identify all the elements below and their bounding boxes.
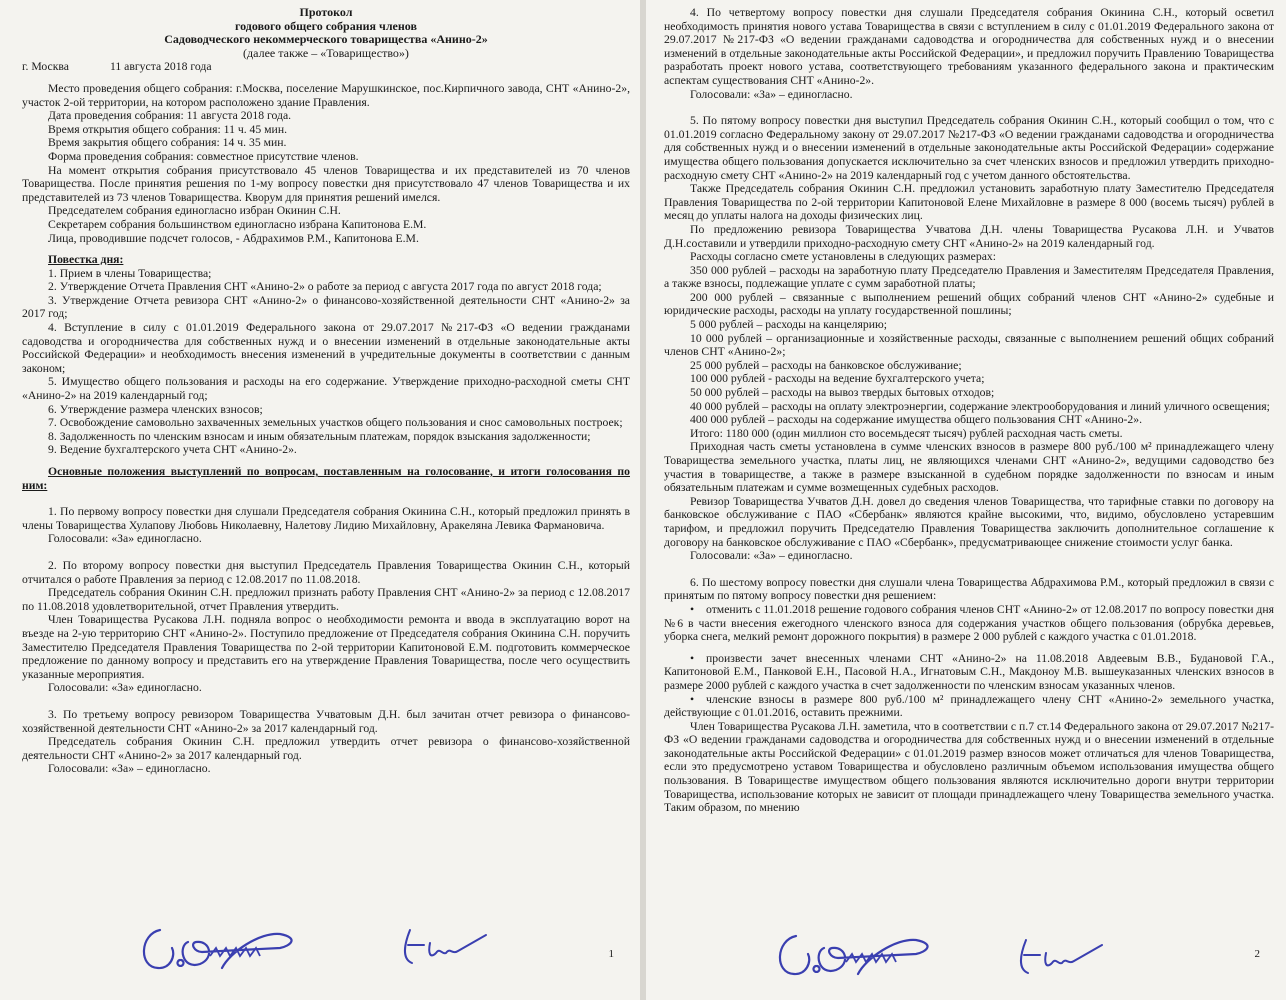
main-section-heading: Основные положения выступлений по вопросам, поставленным на голосование, и итоги голосования по ним: xyxy=(22,465,630,492)
expense-item: 100 000 рублей - расходы на ведение бухгалтерского учета; xyxy=(690,372,985,386)
agenda-heading: Повестка дня: xyxy=(48,253,124,267)
organization-alias: (далее также – «Товарищество») xyxy=(243,45,409,60)
protocol-subtitle: годового общего собрания членов xyxy=(235,18,417,33)
intro-paragraph: Дата проведения собрания: 11 августа 2018 года. xyxy=(48,109,292,123)
expense-item: 200 000 рублей – связанные с выполнением решений общих собраний членов СНТ «Анино-2» судебные и юридические расходы, расходы на уплату государственной пошлины; xyxy=(664,290,1274,318)
expense-total: Итого: 1180 000 (один миллион сто восемьдесят тысяч) рублей расходная часть сметы. xyxy=(690,426,1123,440)
intro-paragraph: Форма проведения собрания: совместное присутствие членов. xyxy=(48,149,359,163)
intro-paragraph: Лица, проводившие подсчет голосов, - Абдрахимов Р.М., Капитонова Е.М. xyxy=(48,231,419,245)
organization-name: Садоводческого некоммерческого товарищества «Анино-2» xyxy=(164,32,488,47)
page-number: 2 xyxy=(1254,948,1260,960)
meeting-date: 11 августа 2018 года xyxy=(110,60,212,74)
agenda-item: 2. Утверждение Отчета Правления СНТ «Анино-2» о работе за период с августа 2017 года по август 2018 года; xyxy=(48,280,602,294)
agenda-item: 5. Имущество общего пользования и расходы на его содержание. Утверждение приходно-расходной сметы СНТ «Анино-2» на 2019 календарный год; xyxy=(22,375,630,403)
question-5-paragraph: По предложению ревизора Товарищества Учватова Д.Н. члены Товарищества Русакова Л.Н. и Учватов Д.Н.составили и утвердили приходно-расходную смету СНТ «Анино-2» на 2019 календарный год. xyxy=(664,222,1274,250)
agenda-item: 1. Прием в члены Товарищества; xyxy=(48,266,212,280)
question-4-paragraph: 4. По четвертому вопросу повестки дня слушали Председателя собрания Окинина С.Н., который осветил необходимость принятия нового устава Товарищества в связи с вступлением в силу с 01.01.2019 Федерального закона от 29.07.2017 №217-ФЗ «О ведении гражданами садоводства и огородничества для собственных нужд и о внесении изменений в отдельные законодательные акты Российской Федерации», и предложил поручить Правлению Товарищества разработать проект нового устава, соответствующего требованиям указанного федерального закона и практическим аспектам существования СНТ «Анино-2». xyxy=(664,6,1274,87)
agenda-item: 9. Ведение бухгалтерского учета СНТ «Анино-2». xyxy=(48,443,297,457)
question-5-paragraph: 5. По пятому вопросу повестки дня выступил Председатель собрания Окинин С.Н., который сообщил о том, что с 01.01.2019 согласно Федеральному закону от 29.07.2017 №217-ФЗ «О ведении гражданами садоводства и огородничества для собственных нужд и о внесении изменений в отдельные законодательные акты Российской Федерации» содержание имущества общего пользования допускается исключительно за счет членских взносов и предложил утвердить приходно-расходную смету СНТ «Анино-2» на 2019 календарный год с учетом данного обстоятельства. xyxy=(664,114,1274,182)
agenda-item: 4. Вступление в силу с 01.01.2019 Федерального закона от 29.07.2017 №217-ФЗ «О ведении гражданами садоводства и огородничества для собственных нужд и о внесении изменений в отдельные законодательные акты Российской Федерации» и необходимость внесения изменений в учредительные документы в соответствии с данным законом; xyxy=(22,321,630,375)
expense-item: 5 000 рублей – расходы на канцелярию; xyxy=(690,318,887,332)
intro-paragraph: На момент открытия собрания присутствовало 45 членов Товарищества и их представителей из 70 членов Товарищества. После принятия решения по 1-му вопросу повестки дня присутствовало 47 членов Товарищества и их представителей из 73 членов Товарищества. Кворум для принятия решений имелся. xyxy=(22,163,630,204)
signature-chairman-icon xyxy=(766,918,946,988)
question-6-bullet: • произвести зачет внесенных членами СНТ «Анино-2» на 11.08.2018 Авдеевым В.В., Будановой Г.А., Капитоновой Е.М., Панковой Е.Н., Пасовой Н.А., Игнатовым С.Н., Макдоноу М.В. вышеуказанных членских взносов в размере 2000 рублей с каждого участка в счет задолженности по членским взносам указанных членов. xyxy=(664,652,1274,693)
question-5-paragraph: Приходная часть сметы установлена в сумме членских взносов в размере 800 руб./100 м² принадлежащего члену Товарищества земельного участка, платы лиц, не являющихся членами СНТ «Анино-2», ведущими садоводство без участия в товариществе, а также в размере взысканной в судебном порядке задолженности по взносам и иным обязательным платежам и сумме возмещенных судебных расходов. xyxy=(664,440,1274,495)
agenda-item: 6. Утверждение размера членских взносов; xyxy=(48,402,263,416)
question-3-paragraph: 3. По третьему вопросу ревизором Товарищества Учватовым Д.Н. был зачитан отчет ревизора о финансово-хозяйственной деятельности СНТ «Анино-2» за 2017 календарный год. xyxy=(22,707,630,735)
question-5-vote: Голосовали: «За» – единогласно. xyxy=(690,549,853,563)
intro-paragraph: Место проведения общего собрания: г.Москва, поселение Марушкинское, пос.Кирпичного завода, СНТ «Анино-2», участок 2-ой территории, на котором расположено здание Правления. xyxy=(22,81,630,109)
question-6-bullet: • отменить с 11.01.2018 решение годового собрания членов СНТ «Анино-2» от 12.08.2017 по вопросу повестки дня №6 в части внесения ежегодного членского взноса для содержания участков общего пользования (обрубка деревьев, уборка снега, мелкий ремонт дорожного покрытия) в размере 2 000 рублей с каждого участка с 01.01.2018. xyxy=(664,603,1274,644)
question-5-paragraph: Расходы согласно смете установлены в следующих размерах: xyxy=(690,250,996,264)
expense-item: 350 000 рублей – расходы на заработную плату Председателю Правления и Заместителям Председателя Правления, а также взносы, подлежащие уплате с сумм заработной платы; xyxy=(664,263,1274,291)
intro-paragraph: Секретарем собрания большинством единогласно избрана Капитонова Е.М. xyxy=(48,217,427,231)
expense-item: 10 000 рублей – организационные и хозяйственные расходы, связанные с выполнением решений общих собраний членов СНТ «Анино-2»; xyxy=(664,331,1274,359)
question-6-paragraph: Член Товарищества Русакова Л.Н. заметила, что в соответствии с п.7 ст.14 Федерального закона от 29.07.2017 №217-ФЗ «О ведении гражданами садоводства и огородничества для собственных нужд и о внесении изменений в отдельные законодательные акты Российской Федерации» с 01.01.2019 размер взносов может отличаться для членов Товарищества, если это предусмотрено уставом Товарищества и обусловлено различным объемом использования имущества общего пользования. В Товариществе имуществом общего пользования являются исключительно дороги внутри территории Товарищества, использование которых не зависит от площади принадлежащего члену Товарищества земельного участка. Таким образом, по мнению xyxy=(664,719,1274,815)
question-1-paragraph: 1. По первому вопросу повестки дня слушали Председателя собрания Окинина С.Н., который предложил принять в члены Товарищества Хулапову Любовь Николаевну, Налетову Лидию Михайловну, Аракеляна Левика Фармановича. xyxy=(22,505,630,532)
signature-chairman-icon xyxy=(130,912,310,982)
agenda-item: 3. Утверждение Отчета ревизора СНТ «Анино-2» о финансово-хозяйственной деятельности СНТ «Анино-2» за 2017 год; xyxy=(22,293,630,321)
question-1-vote: Голосовали: «За» единогласно. xyxy=(48,532,202,546)
signature-secretary-icon xyxy=(390,915,500,975)
expense-item: 50 000 рублей – расходы на вывоз твердых бытовых отходов; xyxy=(690,386,995,400)
protocol-title: Протокол xyxy=(299,5,353,19)
expense-item: 400 000 рублей – расходы на содержание имущества общего пользования СНТ «Анино-2». xyxy=(690,413,1143,427)
intro-paragraph: Время открытия общего собрания: 11 ч. 45 мин. xyxy=(48,122,287,136)
question-2-vote: Голосовали: «За» единогласно. xyxy=(48,681,202,695)
question-5-paragraph: Также Председатель собрания Окинин С.Н. предложил установить заработную плату Заместителю Председателя Правления Товарищества по 2-ой территории Капитоновой Елене Михайловне в размере 8 000 (восемь тысяч) рублей в месяц до уплаты налога на доходы физических лиц. xyxy=(664,182,1274,223)
expense-item: 40 000 рублей – расходы на оплату электроэнергии, содержание электрооборудования и линий уличного освещения; xyxy=(690,399,1270,413)
intro-paragraph: Время закрытия общего собрания: 14 ч. 35 мин. xyxy=(48,136,287,150)
question-2-paragraph: Председатель собрания Окинин С.Н. предложил признать работу Правления СНТ «Анино-2» за период с 12.08.2017 по 11.08.2018 удовлетворительной, отчет Правления утвердить. xyxy=(22,586,630,613)
place-date-line xyxy=(22,60,630,74)
expense-item: 25 000 рублей – расходы на банковское обслуживание; xyxy=(690,358,962,372)
question-3-paragraph: Председатель собрания Окинин С.Н. предложил утвердить отчет ревизора о финансово-хозяйственной деятельности СНТ «Анино-2» за 2017 календарный год. xyxy=(22,735,630,762)
page-number: 1 xyxy=(608,948,614,960)
question-5-paragraph: Ревизор Товарищества Учватов Д.Н. довел до сведения членов Товарищества, что тарифные ставки по договору на банковское обслуживание с ПАО «Сбербанк» являются крайне высокими, что, видимо, обусловлено устаревшим тарифом, и предложил поручить Председателю Правления Товарищества заключить дополнительное соглашение к договору на банковское обслуживание с ПАО «Сбербанк», предусматривающее снижение стоимости услуг банка. xyxy=(664,494,1274,549)
question-3-vote: Голосовали: «За» – единогласно. xyxy=(48,762,211,776)
question-4-vote: Голосовали: «За» – единогласно. xyxy=(690,87,853,101)
city: г. Москва xyxy=(22,60,69,74)
intro-paragraph: Председателем собрания единогласно избран Окинин С.Н. xyxy=(48,204,341,218)
question-2-paragraph: Член Товарищества Русакова Л.Н. подняла вопрос о необходимости ремонта и ввода в эксплуатацию ворот на въезде на 2-ую территорию СНТ «Анино-2». Поступило предложение от Председателя собрания Окинина С.Н. поручить Заместителю Председателя Правления Товарищества по 2-ой территории Капитоновой Е.М. подготовить коммерческое предложение по данному вопросу и представить его на утверждение Правления Товарищества, после чего осуществить указанные мероприятия. xyxy=(22,613,630,681)
question-6-paragraph: 6. По шестому вопросу повестки дня слушали члена Товарищества Абдрахимова Р.М., который предложил в связи с принятым по пятому вопросу повестки дня решением: xyxy=(664,575,1274,603)
signature-secretary-icon xyxy=(1006,925,1116,985)
agenda-item: 8. Задолженность по членским взносам и иным обязательным платежам, порядок взыскания задолженности; xyxy=(48,429,591,443)
question-2-paragraph: 2. По второму вопросу повестки дня выступил Председатель Правления Товарищества Окинин С.Н., который отчитался о работе Правления за период с 12.08.2017 по 11.08.2018. xyxy=(22,558,630,586)
question-6-bullet: • членские взносы в размере 800 руб./100 м² принадлежащего члену СНТ «Анино-2» земельного участка, действующие с 01.01.2016, оставить прежними. xyxy=(664,693,1274,720)
agenda-item: 7. Освобождение самовольно захваченных земельных участков общего пользования и снос самовольных построек; xyxy=(48,416,623,430)
document-page-2 xyxy=(646,0,1286,1000)
document-page-1 xyxy=(0,0,640,1000)
